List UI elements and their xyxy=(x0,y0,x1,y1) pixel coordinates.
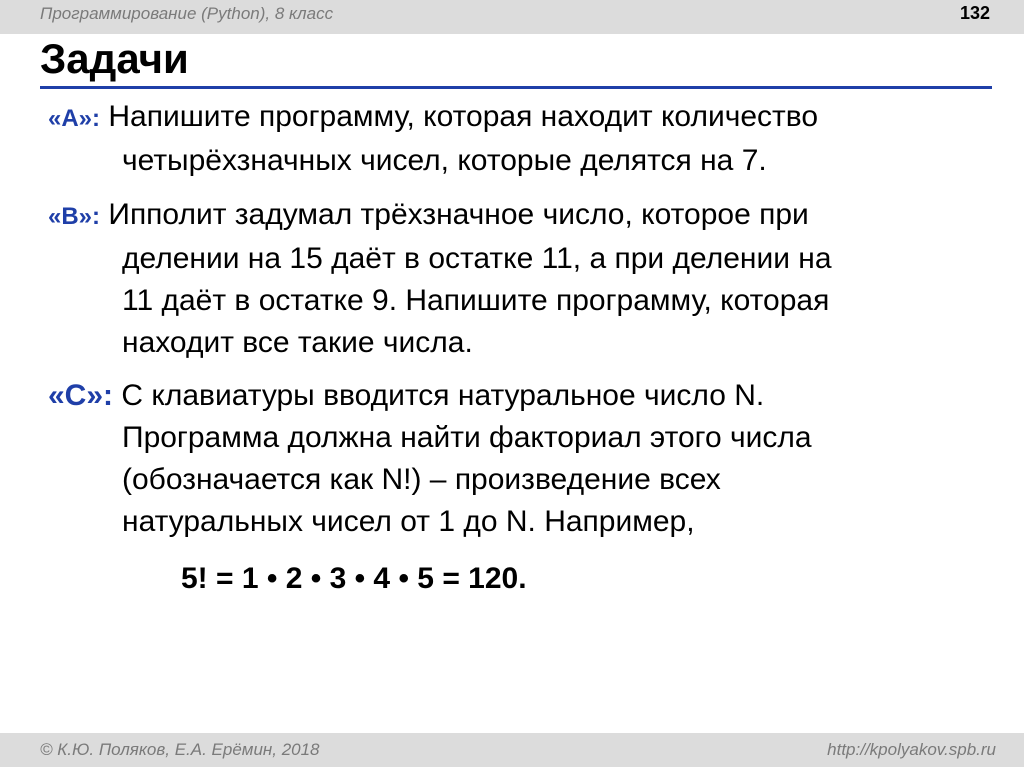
task-b-line-2: делении на 15 даёт в остатке 11, а при делении на xyxy=(122,242,832,275)
site-url: http://kpolyakov.spb.ru xyxy=(827,740,996,759)
task-c-line-2: Программа должна найти факториал этого числа xyxy=(122,421,812,454)
task-b-line-3: 11 даёт в остатке 9. Напишите программу, которая xyxy=(122,284,830,317)
task-b-line-4: находит все такие числа. xyxy=(122,326,473,359)
course-title: Программирование (Python), 8 класс xyxy=(40,4,334,23)
task-b-tag: «B»: xyxy=(48,203,101,230)
task-c-line-1 xyxy=(48,375,948,417)
task-a-tag: «A»: xyxy=(48,105,101,132)
task-b xyxy=(48,194,948,364)
task-c-text-1: С клавиатуры вводится натуральное число N. xyxy=(121,379,765,412)
task-c-line-3: (обозначается как N!) – произведение всех xyxy=(122,463,721,496)
task-a-line-2: четырёхзначных чисел, которые делятся на 7. xyxy=(122,144,767,177)
task-c-line-4: натуральных чисел от 1 до N. Например, xyxy=(122,505,695,538)
title-underline xyxy=(40,86,992,89)
task-b-text-1: Ипполит задумал трёхзначное число, которое при xyxy=(108,198,809,231)
copyright-text: © К.Ю. Поляков, Е.А. Ерёмин, 2018 xyxy=(40,740,320,759)
task-a-line-1 xyxy=(48,96,948,140)
task-a-text-1: Напишите программу, которая находит количество xyxy=(108,100,819,133)
task-a xyxy=(48,96,948,182)
task-c xyxy=(48,375,948,543)
slide-title: Задачи xyxy=(40,35,189,82)
factorial-example: 5! = 1 • 2 • 3 • 4 • 5 = 120. xyxy=(181,562,527,595)
task-b-line-1 xyxy=(48,194,948,238)
header-bar xyxy=(0,0,1024,34)
task-c-tag: «C»: xyxy=(48,379,114,412)
page-number: 132 xyxy=(959,3,990,23)
footer-bar xyxy=(0,733,1024,767)
